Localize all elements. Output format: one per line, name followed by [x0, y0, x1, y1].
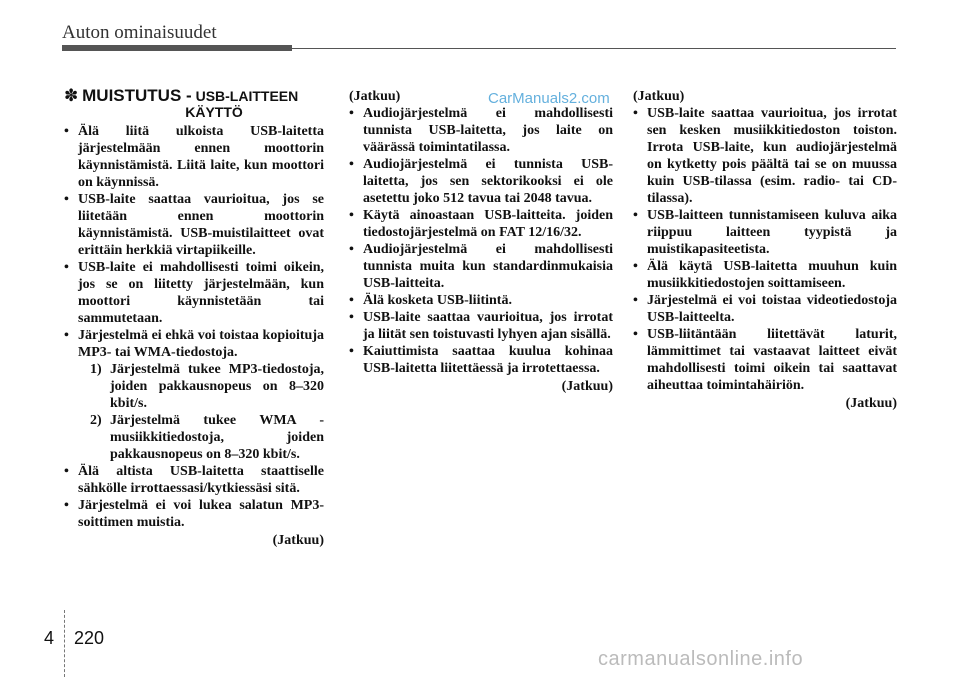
chapter-number: 4	[44, 628, 55, 648]
continued-label: (Jatkuu)	[845, 396, 897, 411]
col3-list	[633, 105, 897, 394]
list-item: • Älä altista USB-laitetta staattiselle sähkölle irrottaessasi/kytkiessäsi sitä.	[64, 463, 324, 497]
sub-item-text: Järjestelmä tukee WMA -musiikkitiedostoja, joiden pakkausnopeus on 8–320 kbit/s.	[110, 413, 324, 462]
note-label: MUISTUTUS -	[82, 86, 192, 105]
column-3	[633, 88, 897, 412]
col1-list	[64, 123, 324, 531]
column-1	[64, 88, 324, 549]
note-mark-icon: ✽	[64, 86, 79, 105]
continued-label: (Jatkuu)	[272, 533, 324, 548]
list-item	[64, 327, 324, 463]
list-item: • USB-liitäntään liitettävät laturit, lämmittimet tai vastaavat laitteet eivät mahdollisesti toimi oikein tai saattavat aiheuttaa toimintahäiriön.	[633, 326, 897, 394]
continued-top-label: (Jatkuu)	[633, 89, 685, 104]
page-header-title: Auton ominaisuudet	[62, 22, 217, 43]
list-item: • Järjestelmä ei voi toistaa videotiedostoja USB-laitteelta.	[633, 292, 897, 326]
list-item: • Audiojärjestelmä ei mahdollisesti tunnista muita kun standardinmukaisia USB-laitteita.	[349, 241, 613, 292]
list-item: • Audiojärjestelmä ei mahdollisesti tunnista USB-laitetta, jos laite on väärässä toimintatilassa.	[349, 105, 613, 156]
list-item: • USB-laite saattaa vaurioitua, jos irrotat ja liität sen toistuvasti lyhyen ajan sisällä.	[349, 309, 613, 343]
note-topic-line1: USB-LAITTEEN	[195, 88, 299, 104]
sub-list-item	[78, 412, 324, 463]
continued-top-label: (Jatkuu)	[349, 89, 401, 104]
col2-list	[349, 105, 613, 377]
footer-divider	[64, 610, 65, 677]
note-heading	[64, 88, 324, 120]
list-item: • Älä käytä USB-laitetta muuhun kuin musiikkitiedostojen soittamiseen.	[633, 258, 897, 292]
list-item: • Kaiuttimista saattaa kuulua kohinaa USB-laitetta liitettäessä ja irrotettaessa.	[349, 343, 613, 377]
note-topic-line2: KÄYTTÖ	[185, 104, 243, 120]
list-item: • Käytä ainoastaan USB-laitteita. joiden tiedostojärjestelmä on FAT 12/16/32.	[349, 207, 613, 241]
page-number: 220	[74, 628, 105, 648]
list-item: • Audiojärjestelmä ei tunnista USB-laitetta, jos sen sektorikooksi ei ole asetettu joko 512 tavua tai 2048 tavua.	[349, 156, 613, 207]
list-item: • Älä liitä ulkoista USB-laitetta järjestelmään ennen moottorin käynnistämistä. Liitä laite, kun moottori on käynnissä.	[64, 123, 324, 191]
sub-list	[78, 361, 324, 463]
footer-watermark-link[interactable]: carmanualsonline.info	[598, 648, 804, 670]
sub-item-number: 1)	[90, 362, 102, 377]
list-item: • USB-laite saattaa vaurioitua, jos se liitetään ennen moottorin käynnistämistä. USB-muistilaitteet ovat erittäin herkkiä virtapiikeille.	[64, 191, 324, 259]
list-item-text: Järjestelmä ei ehkä voi toistaa kopioituja MP3- tai WMA-tiedostoja.	[78, 328, 324, 360]
list-item: • Älä kosketa USB-liitintä.	[349, 292, 613, 309]
column-2	[349, 88, 613, 395]
list-item: • USB-laitteen tunnistamiseen kuluva aika riippuu laitteen tyypistä ja muistikapasiteetista.	[633, 207, 897, 258]
continued-label: (Jatkuu)	[561, 379, 613, 394]
sub-item-text: Järjestelmä tukee MP3-tiedostoja, joiden pakkausnopeus on 8–320 kbit/s.	[110, 362, 324, 411]
sub-item-number: 2)	[90, 413, 102, 428]
list-item: • Järjestelmä ei voi lukea salatun MP3-soittimen muistia.	[64, 497, 324, 531]
header-rule-thin	[292, 48, 896, 49]
watermark-link[interactable]: CarManuals2.com	[488, 90, 610, 107]
list-item: • USB-laite ei mahdollisesti toimi oikein, jos se on liitetty järjestelmään, kun moottori käynnistetään tai sammutetaan.	[64, 259, 324, 327]
sub-list-item	[78, 361, 324, 412]
header-rule-thick	[62, 45, 292, 51]
list-item: • USB-laite saattaa vaurioitua, jos irrotat sen kesken musiikkitiedoston toiston. Irrota USB-laite, kun audiojärjestelmä on kytketty pois päältä tai se on muussa kuin USB-tilassa (esim. radio- tai CD-tilassa).	[633, 105, 897, 207]
